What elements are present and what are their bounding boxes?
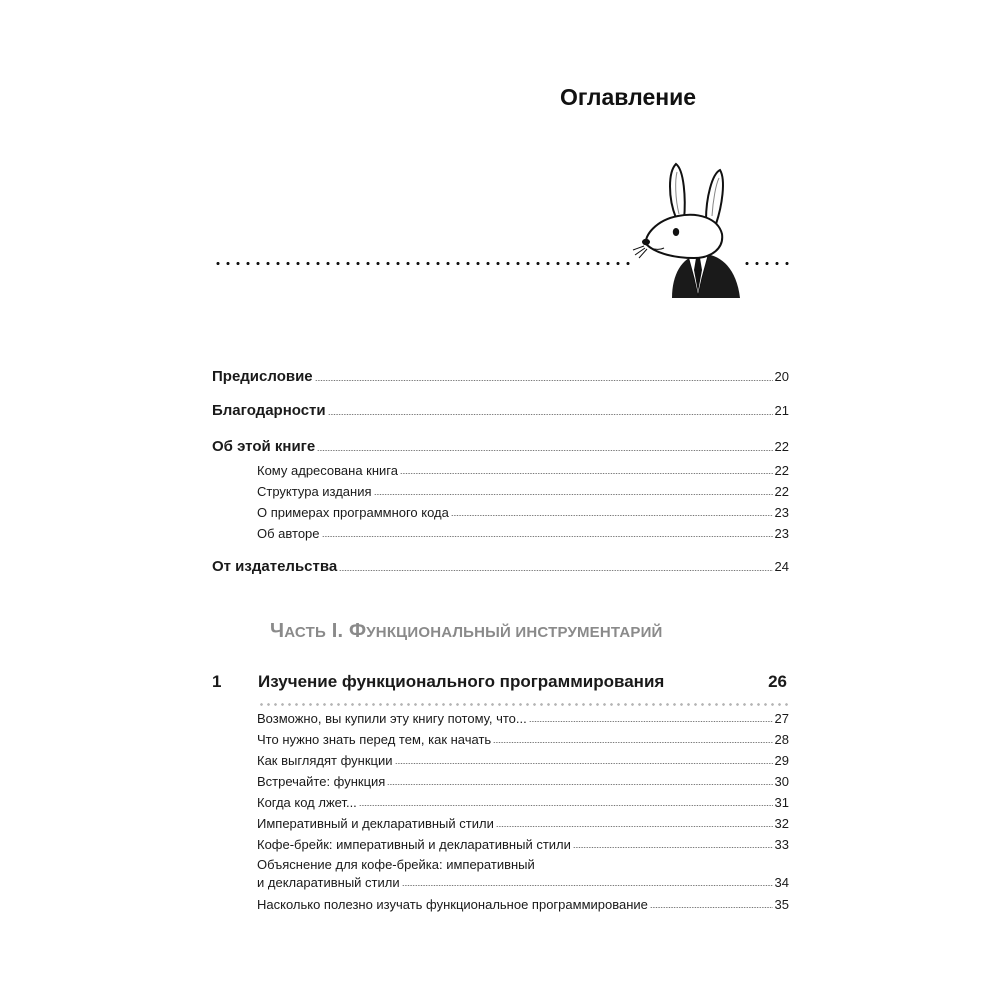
- toc-entry-about-author[interactable]: [257, 526, 789, 541]
- dot-leader: [328, 414, 773, 415]
- dot-leader: [339, 570, 772, 571]
- toc-entry-label: Предисловие: [212, 368, 313, 385]
- toc-page-number: 32: [774, 816, 789, 831]
- page-title: Оглавление: [560, 84, 697, 110]
- toc-entry-line2: [257, 875, 789, 890]
- toc-entry-section[interactable]: [257, 816, 789, 831]
- toc-entry-section[interactable]: [257, 732, 789, 747]
- decorative-dotted-rule-right: [742, 262, 792, 265]
- toc-entry-label: Насколько полезно изучать функциональное программирование: [257, 897, 648, 912]
- dot-leader: [315, 380, 773, 381]
- toc-entry-label: О примерах программного кода: [257, 505, 449, 520]
- chapter-title: Изучение функционального программирования: [258, 672, 665, 691]
- rabbit-illustration: [632, 158, 744, 304]
- dot-leader: [529, 721, 773, 722]
- toc-page-number: 23: [774, 505, 789, 520]
- toc-entry-code-examples[interactable]: [257, 505, 789, 520]
- toc-page-number: 28: [774, 732, 789, 747]
- dot-leader: [400, 473, 773, 474]
- part-name-rest: УНКЦИОНАЛЬНЫЙ ИНСТРУМЕНТАРИЙ: [366, 624, 663, 641]
- toc-page-number: 27: [774, 711, 789, 726]
- toc-entry-label: Кофе-брейк: императивный и декларативный стили: [257, 837, 571, 852]
- toc-entry-acknowledgments[interactable]: [212, 402, 789, 419]
- dot-leader: [650, 907, 773, 908]
- chapter-dotted-rule: [258, 703, 789, 706]
- toc-page-number: 33: [774, 837, 789, 852]
- toc-entry-label: От издательства: [212, 558, 338, 575]
- part-numeral: I.: [331, 620, 344, 642]
- part-name-cap: Ф: [348, 620, 367, 642]
- toc-page-number: 30: [774, 774, 789, 789]
- toc-entry-label: Императивный и декларативный стили: [257, 816, 494, 831]
- part-prefix-cap: Ч: [270, 620, 285, 642]
- toc-entry-section-multiline[interactable]: [257, 857, 789, 890]
- dot-leader: [395, 763, 773, 764]
- dot-leader: [573, 847, 773, 848]
- toc-entry-label: Структура издания: [257, 484, 372, 499]
- toc-entry-preface[interactable]: [212, 368, 789, 385]
- toc-page-number: 22: [774, 463, 789, 478]
- toc-page-number: 24: [774, 559, 789, 574]
- toc-entry-label-line1: Объяснение для кофе-брейка: императивный: [257, 857, 535, 872]
- chapter-page-number: 26: [768, 672, 787, 691]
- dot-leader: [359, 805, 773, 806]
- toc-entry-label: Как выглядят функции: [257, 753, 393, 768]
- toc-entry-label: Об этой книге: [212, 438, 316, 455]
- dot-leader: [493, 742, 772, 743]
- toc-entry-section[interactable]: [257, 711, 789, 726]
- toc-page-number: 34: [774, 875, 789, 890]
- toc-page-number: 21: [774, 403, 789, 418]
- toc-entry-section[interactable]: [257, 837, 789, 852]
- decorative-dotted-rule-left: [213, 262, 633, 265]
- toc-entry-label: Об авторе: [257, 526, 320, 541]
- chapter-heading[interactable]: [212, 670, 789, 696]
- chapter-number: 1: [212, 672, 222, 691]
- toc-page-number: 29: [774, 753, 789, 768]
- dot-leader: [496, 826, 773, 827]
- dot-leader: [451, 515, 773, 516]
- toc-entry-label: Благодарности: [212, 402, 326, 419]
- toc-entry-audience[interactable]: [257, 463, 789, 478]
- toc-entry-label: Что нужно знать перед тем, как начать: [257, 732, 492, 747]
- toc-page-number: 31: [774, 795, 789, 810]
- dot-leader: [322, 536, 773, 537]
- toc-entry-label: Когда код лжет...: [257, 795, 357, 810]
- dot-leader: [317, 450, 772, 451]
- dot-leader: [374, 494, 773, 495]
- toc-page-number: 23: [774, 526, 789, 541]
- toc-entry-about-book[interactable]: [212, 438, 789, 455]
- toc-entry-label: Возможно, вы купили эту книгу потому, что...: [257, 711, 527, 726]
- toc-entry-label: Кому адресована книга: [257, 463, 398, 478]
- toc-entry-structure[interactable]: [257, 484, 789, 499]
- toc-entry-section[interactable]: [257, 795, 789, 810]
- part-prefix-rest: АСТЬ: [284, 624, 326, 641]
- toc-entry-publisher[interactable]: [212, 558, 789, 575]
- toc-entry-section[interactable]: [257, 774, 789, 789]
- toc-page-number: 35: [774, 897, 789, 912]
- toc-entry-section[interactable]: [257, 753, 789, 768]
- dot-leader: [402, 885, 773, 886]
- part-heading: [270, 620, 800, 643]
- toc-entry-label: Встречайте: функция: [257, 774, 386, 789]
- toc-page-number: 20: [774, 369, 789, 384]
- toc-entry-section[interactable]: [257, 897, 789, 912]
- toc-entry-label-line2: и декларативный стили: [257, 875, 400, 890]
- toc-page-number: 22: [774, 439, 789, 454]
- dot-leader: [387, 784, 772, 785]
- toc-page-number: 22: [774, 484, 789, 499]
